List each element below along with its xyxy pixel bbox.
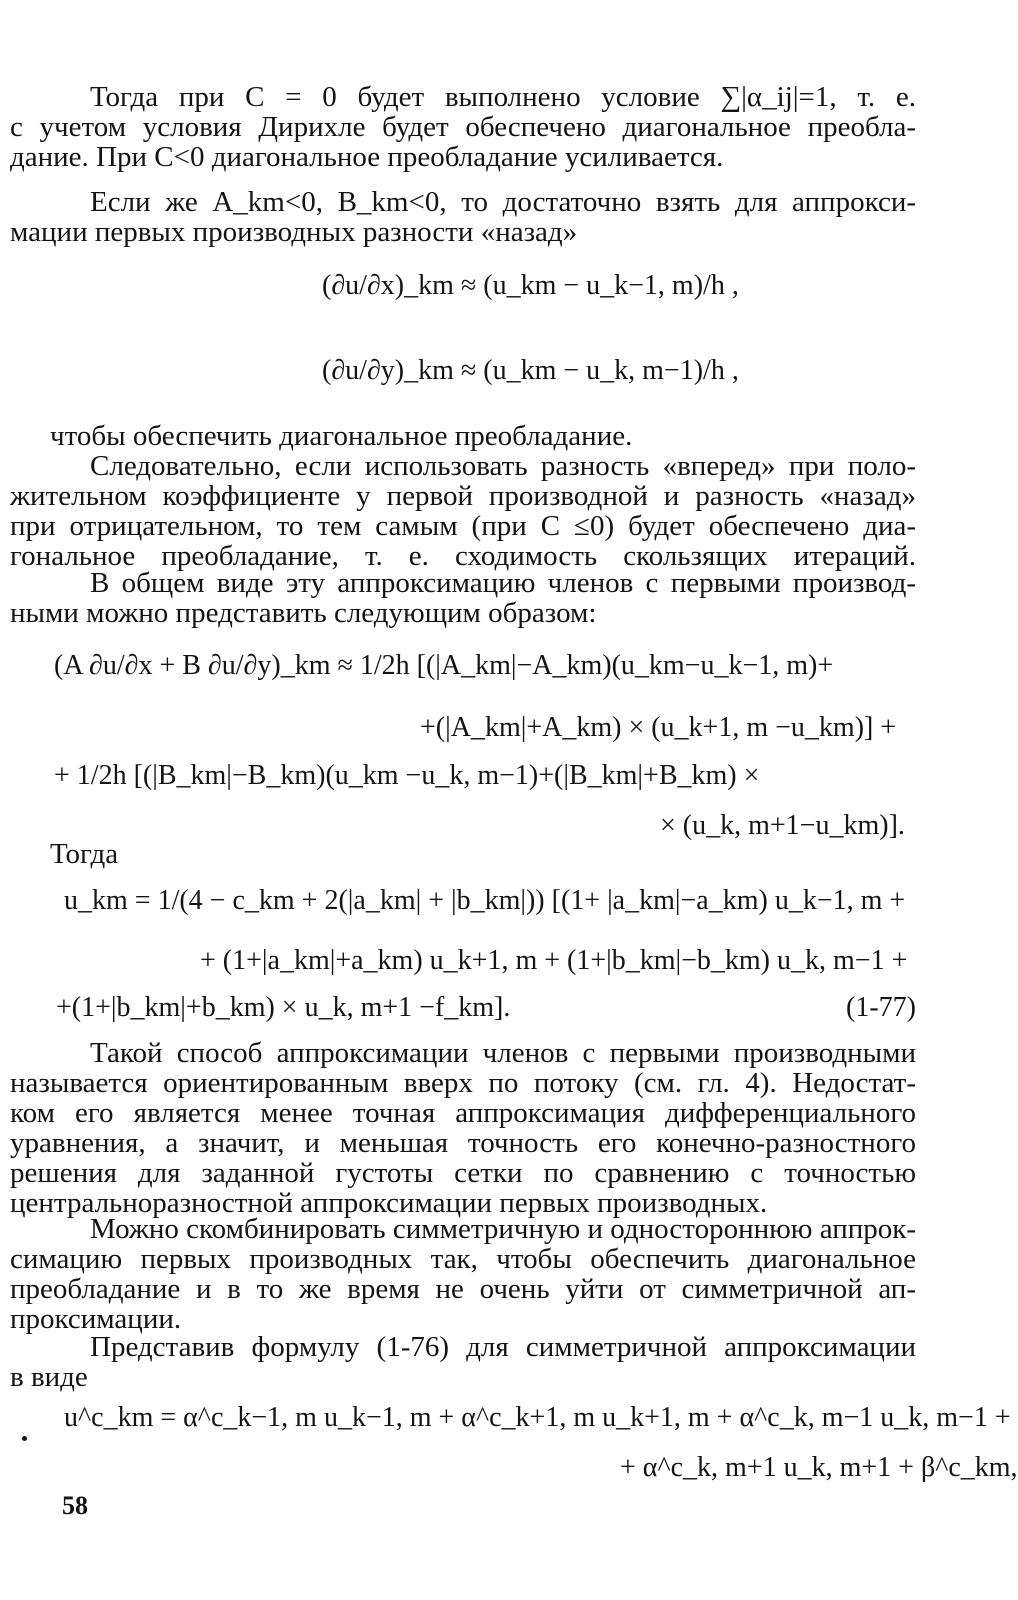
- text-line: преобладание и в то же время не очень уйти от симметричной ап-: [10, 1273, 916, 1305]
- text-line: Представив формулу (1-76) для симметричной аппроксимации: [90, 1331, 916, 1363]
- paragraph-4: [10, 450, 916, 572]
- text-line: В общем виде эту аппроксимацию членов с первыми производ-: [90, 567, 916, 599]
- paragraph-5: [10, 567, 916, 629]
- text-line: уравнения, а значит, и меньшая точность его конечно-разностного: [10, 1127, 916, 1159]
- text-line: проксимации.: [10, 1303, 182, 1335]
- text-line: чтобы обеспечить диагональное преобладание.: [50, 420, 633, 452]
- text-line: называется ориентированным вверх по потоку (см. гл. 4). Недостат-: [10, 1067, 916, 1099]
- text-line: Если же A_km<0, B_km<0, то достаточно взять для аппрокси-: [90, 186, 916, 218]
- equation-number: (1-77): [846, 992, 916, 1023]
- equation-approx-line-2: +(|A_km|+A_km) × (u_k+1, m −u_km)] +: [420, 712, 897, 743]
- equation-symmetric-line-1: u^c_km = α^c_k−1, m u_k−1, m + α^c_k+1, m u_k+1, m + α^c_k, m−1 u_k, m−1 +: [64, 1402, 1011, 1433]
- text-line: ными можно представить следующим образом:: [10, 597, 597, 629]
- text-line: решения для заданной густоты сетки по сравнению с точностью: [10, 1157, 916, 1189]
- text-line: дание. При C<0 диагональное преобладание усиливается.: [10, 141, 724, 173]
- text-line: центральноразностной аппроксимации первых производных.: [10, 1187, 768, 1219]
- equation-approx-line-1: (A ∂u/∂x + B ∂u/∂y)_km ≈ 1/2h [(|A_km|−A_km)(u_km−u_k−1, m)+: [54, 650, 834, 681]
- page-number: 58: [62, 1491, 88, 1520]
- equation-dudx: (∂u/∂x)_km ≈ (u_km − u_k−1, m)/h ,: [322, 270, 739, 301]
- paragraph-6: [10, 1037, 916, 1219]
- equation-symmetric-line-2: + α^c_k, m+1 u_k, m+1 + β^c_km,: [620, 1452, 1018, 1483]
- equation-approx-line-4: × (u_k, m+1−u_km)].: [660, 810, 905, 841]
- equation-approx-line-3: + 1/2h [(|B_km|−B_km)(u_km −u_k, m−1)+(|B_km|+B_km) ×: [54, 760, 760, 791]
- paragraph-7: [10, 1213, 916, 1335]
- text-line: Можно скомбинировать симметричную и одностороннюю аппрок-: [90, 1213, 916, 1245]
- text-line: с учетом условия Дирихле будет обеспечено диагональное преобла-: [10, 111, 916, 143]
- text-line: в виде: [10, 1361, 88, 1393]
- equation-ukm-line-1: u_km = 1/(4 − c_km + 2(|a_km| + |b_km|)) [(1+ |a_km|−a_km) u_k−1, m +: [64, 885, 906, 916]
- equation-ukm-line-2: + (1+|a_km|+a_km) u_k+1, m + (1+|b_km|−b_km) u_k, m−1 +: [200, 945, 908, 976]
- paragraph-3: [50, 421, 916, 451]
- text-line: Такой способ аппроксимации членов с первыми производными: [90, 1037, 916, 1069]
- text-line: ком его является менее точная аппроксимация дифференциального: [10, 1097, 916, 1129]
- text-line: симацию первых производных так, чтобы обеспечить диагональное: [10, 1243, 916, 1275]
- equation-ukm-line-3: +(1+|b_km|+b_km) × u_k, m+1 −f_km].: [56, 992, 511, 1023]
- paragraph-8: [10, 1331, 916, 1393]
- text-line: жительном коэффициенте у первой производной и разность «назад»: [10, 480, 916, 512]
- margin-dot: [22, 1436, 27, 1441]
- equation-dudy: (∂u/∂y)_km ≈ (u_km − u_k, m−1)/h ,: [322, 355, 739, 386]
- text-line: Тогда при C = 0 будет выполнено условие ∑|α_ij|=1, т. е.: [90, 81, 916, 113]
- text-line: при отрицательном, то тем самым (при C ≤0) будет обеспечено диа-: [10, 510, 916, 542]
- text-line: мации первых производных разности «назад»: [10, 216, 578, 248]
- word-togda: [50, 839, 916, 869]
- text-line: Следовательно, если использовать разность «вперед» при поло-: [90, 450, 916, 482]
- paragraph-2: [10, 186, 916, 248]
- paragraph-1: [10, 81, 916, 173]
- text-line: Тогда: [50, 838, 119, 870]
- text-line: гональное преобладание, т. е. сходимость скользящих итераций.: [10, 540, 916, 572]
